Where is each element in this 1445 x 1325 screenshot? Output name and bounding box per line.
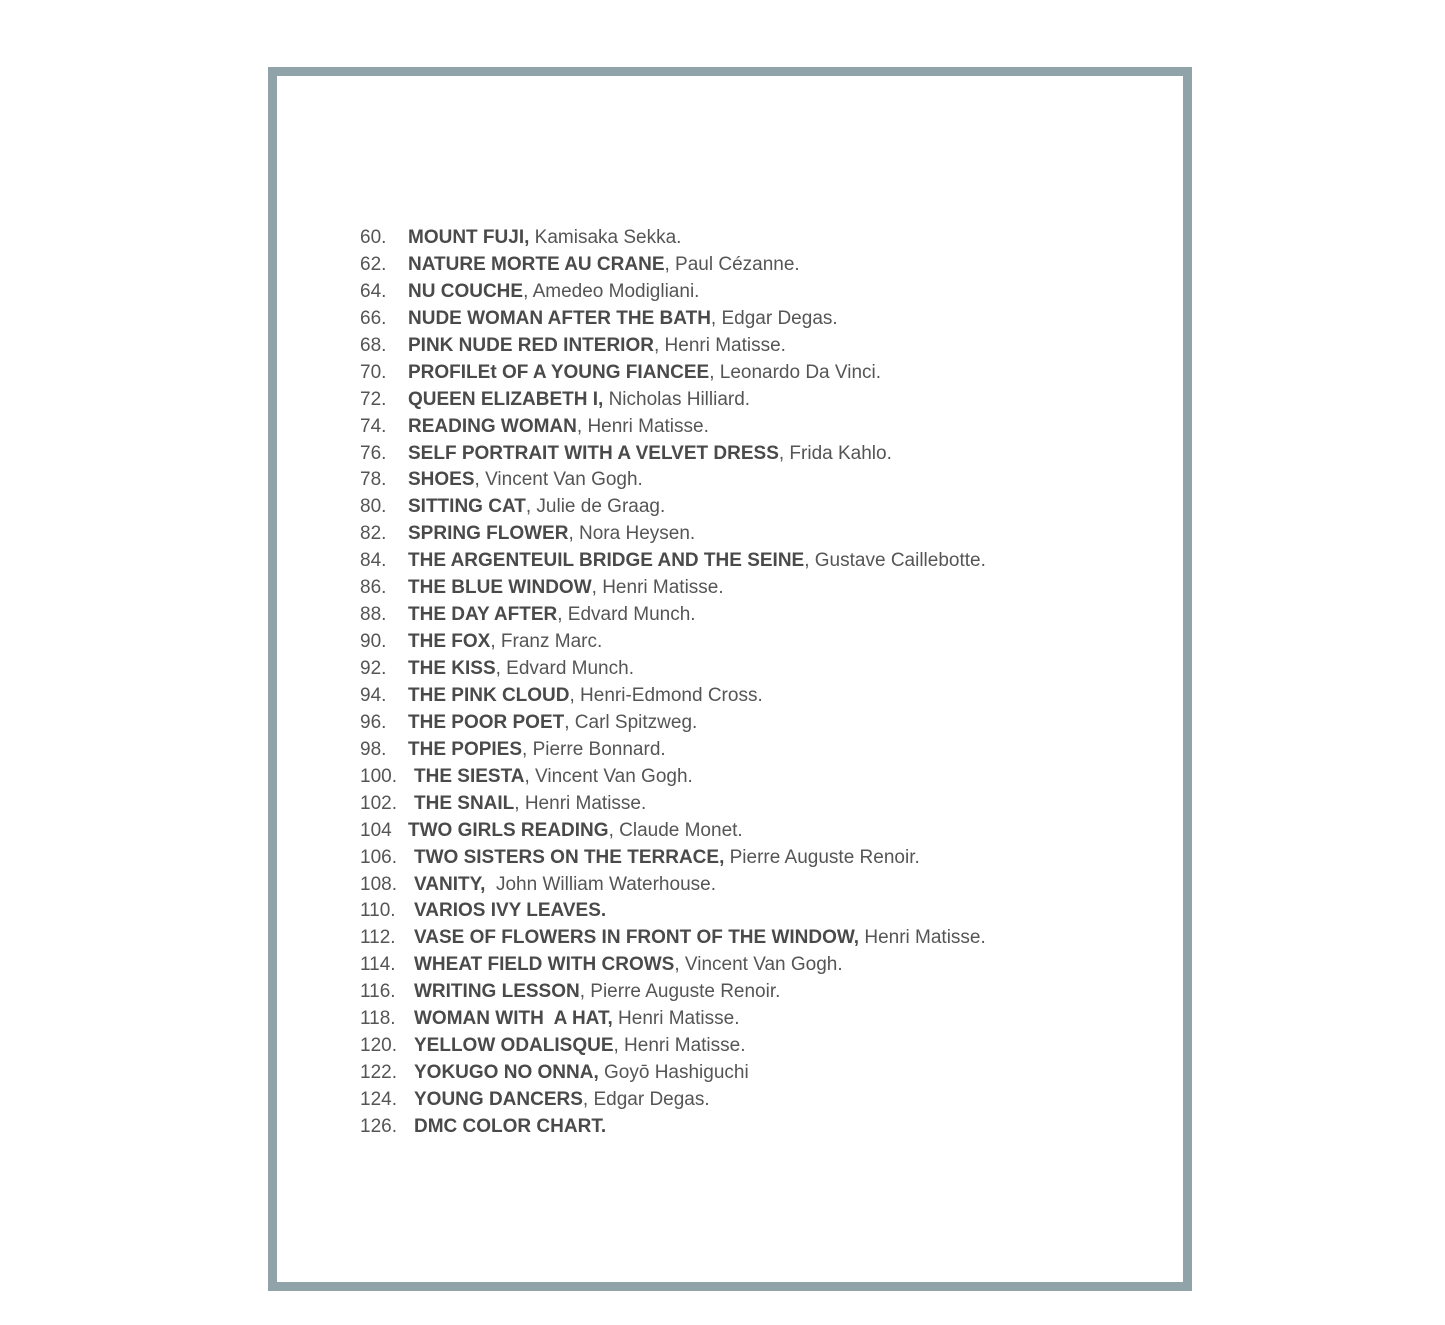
- toc-artwork-title: THE FOX: [408, 631, 491, 653]
- toc-page-number: 80.: [360, 496, 387, 518]
- toc-entry: [360, 360, 986, 387]
- toc-artist-name: Nicholas Hilliard.: [603, 388, 751, 410]
- toc-entry: [360, 845, 986, 872]
- toc-page-number: 92.: [360, 658, 387, 679]
- toc-artist-name: , Amedeo Modigliani.: [523, 280, 700, 302]
- toc-page-number: 62.: [360, 253, 387, 275]
- toc-artist-name: , Pierre Bonnard.: [522, 738, 666, 760]
- toc-artwork-title: THE SIESTA: [414, 765, 525, 787]
- toc-artist-name: , Frida Kahlo.: [778, 442, 892, 464]
- toc-entry: [360, 872, 986, 899]
- toc-entry: [360, 710, 986, 737]
- toc-entry: [360, 467, 986, 494]
- toc-artist-name: John William Waterhouse.: [485, 873, 716, 895]
- toc-artist-name: , Henri Matisse.: [514, 792, 647, 814]
- toc-artwork-title: SHOES: [408, 469, 475, 491]
- toc-artist-name: , Julie de Graag.: [525, 496, 666, 518]
- toc-entry: [360, 521, 986, 548]
- toc-artist-name: , Pierre Auguste Renoir.: [579, 981, 781, 1003]
- toc-artist-name: , Claude Monet.: [608, 819, 743, 841]
- toc-artwork-title: NU COUCHE: [408, 280, 524, 302]
- toc-page-number: 122.: [360, 1062, 397, 1084]
- toc-artwork-title: THE SNAIL: [414, 792, 515, 814]
- toc-page-number: 104: [360, 819, 392, 841]
- toc-entry: [360, 252, 986, 279]
- toc-artwork-title: TWO SISTERS ON THE TERRACE,: [414, 846, 725, 868]
- toc-page-number: 68.: [360, 334, 387, 356]
- toc-page-number: 70.: [360, 361, 387, 383]
- toc-page-number: 116.: [360, 981, 396, 1003]
- toc-page-number: 120.: [360, 1035, 397, 1057]
- toc-artwork-title: NATURE MORTE AU CRANE: [408, 253, 665, 275]
- toc-artwork-title: DMC COLOR CHART.: [414, 1115, 607, 1137]
- toc-page-number: 118.: [360, 1008, 396, 1030]
- toc-entry: [360, 414, 986, 441]
- toc-artist-name: Pierre Auguste Renoir.: [724, 846, 920, 868]
- toc-artist-name: , Gustave Caillebotte.: [804, 550, 986, 572]
- toc-artist-name: , Henri Matisse.: [613, 1035, 746, 1057]
- toc-artwork-title: THE ARGENTEUIL BRIDGE AND THE SEINE: [408, 550, 805, 572]
- toc-artwork-title: SITTING CAT: [408, 496, 526, 518]
- toc-artwork-title: WHEAT FIELD WITH CROWS: [414, 954, 675, 976]
- toc-artist-name: , Edvard Munch.: [557, 604, 696, 626]
- toc-artwork-title: YELLOW ODALISQUE: [414, 1035, 614, 1057]
- toc-entry: [360, 602, 986, 629]
- toc-artwork-title: PROFILEt OF A YOUNG FIANCEE: [408, 361, 710, 383]
- toc-artist-name: , Henri Matisse.: [653, 334, 786, 356]
- toc-page-number: 84.: [360, 550, 387, 572]
- toc-entry: [360, 1087, 986, 1114]
- toc-artwork-title: SELF PORTRAIT WITH A VELVET DRESS: [408, 442, 779, 464]
- toc-page-number: 102.: [360, 792, 397, 814]
- toc-artist-name: Henri Matisse.: [612, 1008, 740, 1030]
- toc-artwork-title: WOMAN WITH A HAT,: [414, 1008, 613, 1030]
- toc-entry: [360, 279, 986, 306]
- toc-artist-name: , Franz Marc.: [490, 631, 603, 653]
- toc-page-number: 108.: [360, 873, 397, 895]
- toc-entry: [360, 306, 986, 333]
- toc-artist-name: Goyō Hashiguchi: [598, 1062, 749, 1084]
- toc-entry: [360, 764, 986, 791]
- toc-page-number: 124.: [360, 1089, 397, 1110]
- toc-page-number: 126.: [360, 1115, 397, 1137]
- toc-artist-name: , Edvard Munch.: [495, 658, 634, 679]
- toc-artwork-title: THE POOR POET: [408, 711, 565, 733]
- toc-artwork-title: THE BLUE WINDOW: [408, 577, 592, 599]
- toc-entry: [360, 548, 986, 575]
- toc-artwork-title: THE KISS: [408, 658, 496, 679]
- toc-page-number: 114.: [360, 954, 396, 976]
- toc-artist-name: , Edgar Degas.: [710, 307, 838, 329]
- toc-artwork-title: THE DAY AFTER: [408, 604, 558, 626]
- toc-entry: [360, 494, 986, 521]
- toc-entry: [360, 925, 986, 952]
- toc-entry: [360, 791, 986, 818]
- toc-page-number: 94.: [360, 684, 387, 706]
- toc-page-number: 76.: [360, 442, 387, 464]
- toc-artwork-title: TWO GIRLS READING: [408, 819, 609, 841]
- toc-page-number: 98.: [360, 738, 387, 760]
- toc-entry: [360, 737, 986, 764]
- toc-artwork-title: YOKUGO NO ONNA,: [414, 1062, 599, 1084]
- toc-entry: [360, 683, 986, 710]
- toc-artwork-title: THE PINK CLOUD: [408, 684, 570, 706]
- toc-page-number: 90.: [360, 631, 387, 653]
- toc-entry: [360, 1033, 986, 1060]
- toc-artist-name: , Nora Heysen.: [568, 523, 696, 545]
- toc-entry: [360, 575, 986, 602]
- toc-artwork-title: PINK NUDE RED INTERIOR: [408, 334, 654, 356]
- toc-page-number: 72.: [360, 388, 387, 410]
- toc-artwork-title: NUDE WOMAN AFTER THE BATH: [408, 307, 711, 329]
- toc-entry: [360, 1006, 986, 1033]
- toc-artist-name: , Carl Spitzweg.: [564, 711, 698, 733]
- toc-page-number: 64.: [360, 280, 387, 302]
- toc-artwork-title: VARIOS IVY LEAVES.: [414, 900, 607, 922]
- toc-artwork-title: READING WOMAN: [408, 415, 577, 437]
- table-of-contents: [360, 225, 986, 1141]
- toc-page-number: 74.: [360, 415, 387, 437]
- toc-page-number: 82.: [360, 523, 387, 545]
- toc-artist-name: , Leonardo Da Vinci.: [709, 361, 882, 383]
- toc-page-number: 110.: [360, 900, 396, 922]
- toc-page-number: 112.: [360, 927, 396, 949]
- toc-page-number: 96.: [360, 711, 387, 733]
- toc-artist-name: Kamisaka Sekka.: [529, 227, 682, 248]
- toc-artwork-title: SPRING FLOWER: [408, 523, 569, 545]
- toc-artist-name: , Paul Cézanne.: [664, 253, 800, 275]
- toc-entry: [360, 898, 986, 925]
- toc-artist-name: , Edgar Degas.: [582, 1089, 710, 1110]
- toc-entry: [360, 656, 986, 683]
- toc-page-number: 78.: [360, 469, 387, 491]
- toc-artist-name: , Vincent Van Gogh.: [524, 765, 693, 787]
- toc-entry: [360, 952, 986, 979]
- toc-artwork-title: VANITY,: [414, 873, 486, 895]
- toc-entry: [360, 441, 986, 468]
- toc-artist-name: , Henri Matisse.: [591, 577, 724, 599]
- toc-artwork-title: WRITING LESSON: [414, 981, 580, 1003]
- toc-entry: [360, 818, 986, 845]
- toc-artwork-title: MOUNT FUJI,: [408, 227, 530, 248]
- toc-artwork-title: QUEEN ELIZABETH I,: [408, 388, 604, 410]
- toc-page-number: 88.: [360, 604, 387, 626]
- toc-page-number: 60.: [360, 227, 387, 248]
- toc-artwork-title: THE POPIES: [408, 738, 523, 760]
- toc-entry: [360, 387, 986, 414]
- toc-page-number: 86.: [360, 577, 387, 599]
- toc-artist-name: Henri Matisse.: [859, 927, 986, 949]
- toc-entry: [360, 979, 986, 1006]
- toc-artist-name: , Henri Matisse.: [576, 415, 709, 437]
- toc-page-number: 106.: [360, 846, 397, 868]
- toc-artist-name: , Henri-Edmond Cross.: [569, 684, 763, 706]
- toc-artwork-title: YOUNG DANCERS: [414, 1089, 583, 1110]
- toc-entry: [360, 333, 986, 360]
- toc-entry: [360, 1114, 986, 1141]
- toc-page-number: 100.: [360, 765, 397, 787]
- toc-artist-name: , Vincent Van Gogh.: [474, 469, 643, 491]
- toc-artist-name: , Vincent Van Gogh.: [674, 954, 843, 976]
- toc-entry: [360, 225, 986, 252]
- toc-page-number: 66.: [360, 307, 387, 329]
- toc-artwork-title: VASE OF FLOWERS IN FRONT OF THE WINDOW,: [414, 927, 860, 949]
- toc-entry: [360, 629, 986, 656]
- toc-entry: [360, 1060, 986, 1087]
